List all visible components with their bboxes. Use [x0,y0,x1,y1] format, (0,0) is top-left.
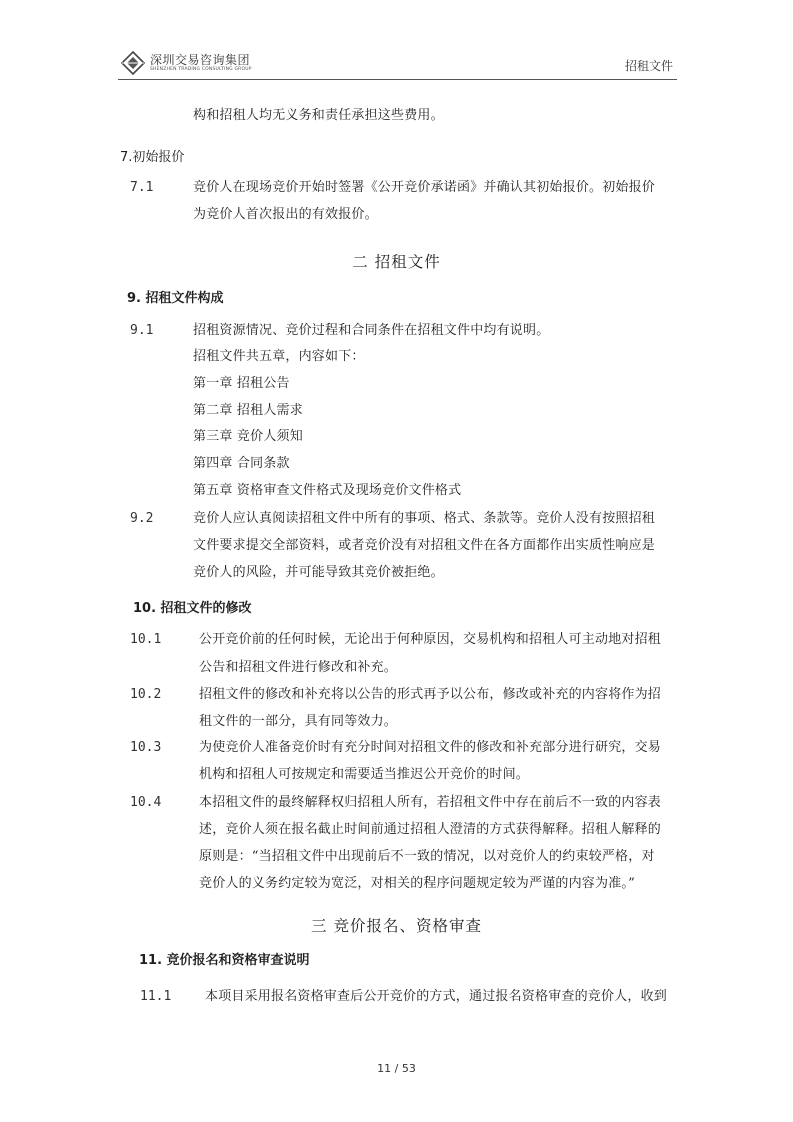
logo-english-name: SHENZHEN TRADING CONSULTING GROUP [150,66,252,72]
clause-9-1-line-1: 招租资源情况、竞价过程和合同条件在招租文件中均有说明。 [193,323,550,338]
clause-9-2-number: 9.2 [130,511,154,526]
clause-9-2-line-3: 竞价人的风险，并可能导致其竞价被拒绝。 [193,565,444,580]
section-10-title: 10. 招租文件的修改 [133,601,252,616]
clause-7-1-number: 7.1 [130,180,154,195]
clause-10-1-line-2: 公告和招租文件进行修改和补充。 [199,660,398,675]
clause-10-4-line-4: 竞价人的义务约定较为宽泛，对相关的程序问题规定较为严谨的内容为准。” [199,876,635,891]
chapter-item: 第四章 合同条款 [193,456,290,471]
clause-9-2-line-1: 竞价人应认真阅读招租文件中所有的事项、格式、条款等。竞价人没有按照招租 [193,511,656,526]
section-11-title: 11. 竞价报名和资格审查说明 [139,953,310,968]
company-logo [120,46,252,80]
continuation-text: 构和招租人均无义务和责任承担这些费用。 [193,108,444,123]
logo-mark-icon [120,50,146,76]
clause-9-2-line-2: 文件要求提交全部资料，或者竞价没有对招租文件在各方面都作出实质性响应是 [193,538,656,553]
chapter-item: 第三章 竞价人须知 [193,429,303,444]
clause-10-2-line-2: 租文件的一部分，具有同等效力。 [199,714,398,729]
section-9-title: 9. 招租文件构成 [127,291,224,306]
clause-10-1-number: 10.1 [130,632,162,647]
chapter-item: 第一章 招租公告 [193,376,290,391]
clause-11-1-line-1: 本项目采用报名资格审查后公开竞价的方式，通过报名资格审查的竞价人，收到 [205,989,668,1004]
clause-7-1-line-2: 为竞价人首次报出的有效报价。 [193,207,378,222]
clause-9-1-number: 9.1 [130,323,154,338]
clause-11-1-number: 11.1 [140,989,172,1004]
clause-10-4-line-2: 述，竞价人须在报名截止时间前通过招租人澄清的方式获得解释。招租人解释的 [199,822,662,837]
section-7-title: 7.初始报价 [120,150,185,165]
clause-10-4-number: 10.4 [130,795,162,810]
clause-10-2-line-1: 招租文件的修改和补充将以公告的形式再予以公布，修改或补充的内容将作为招 [199,687,662,702]
clause-7-1-line-1: 竞价人在现场竞价开始时签署《公开竞价承诺函》并确认其初始报价。初始报价 [193,180,656,195]
clause-10-4-line-1: 本招租文件的最终解释权归招租人所有，若招租文件中存在前后不一致的内容表 [199,795,662,810]
clause-10-3-number: 10.3 [130,740,162,755]
logo-chinese-name: 深圳交易咨询集团 [150,52,251,67]
part-2-title: 二 招租文件 [352,253,441,271]
page-number: 11 / 53 [377,1062,416,1075]
clause-10-3-line-2: 机构和招租人可按规定和需要适当推迟公开竞价的时间。 [199,767,530,782]
document-type-label: 招租文件 [624,59,673,73]
clause-10-2-number: 10.2 [130,687,162,702]
clause-10-4-line-3: 原则是：“当招租文件中出现前后不一致的情况，以对竞价人的约束较严格，对 [199,849,655,864]
part-3-title: 三 竞价报名、资格审查 [311,917,482,935]
header-divider [118,79,677,80]
clause-10-3-line-1: 为使竞价人准备竞价时有充分时间对招租文件的修改和补充部分进行研究，交易 [199,740,662,755]
clause-9-1-line-2: 招租文件共五章，内容如下： [193,349,365,364]
clause-10-1-line-1: 公开竞价前的任何时候，无论出于何种原因，交易机构和招租人可主动地对招租 [199,632,662,647]
chapter-item: 第五章 资格审查文件格式及现场竞价文件格式 [193,483,462,498]
chapter-item: 第二章 招租人需求 [193,403,303,418]
